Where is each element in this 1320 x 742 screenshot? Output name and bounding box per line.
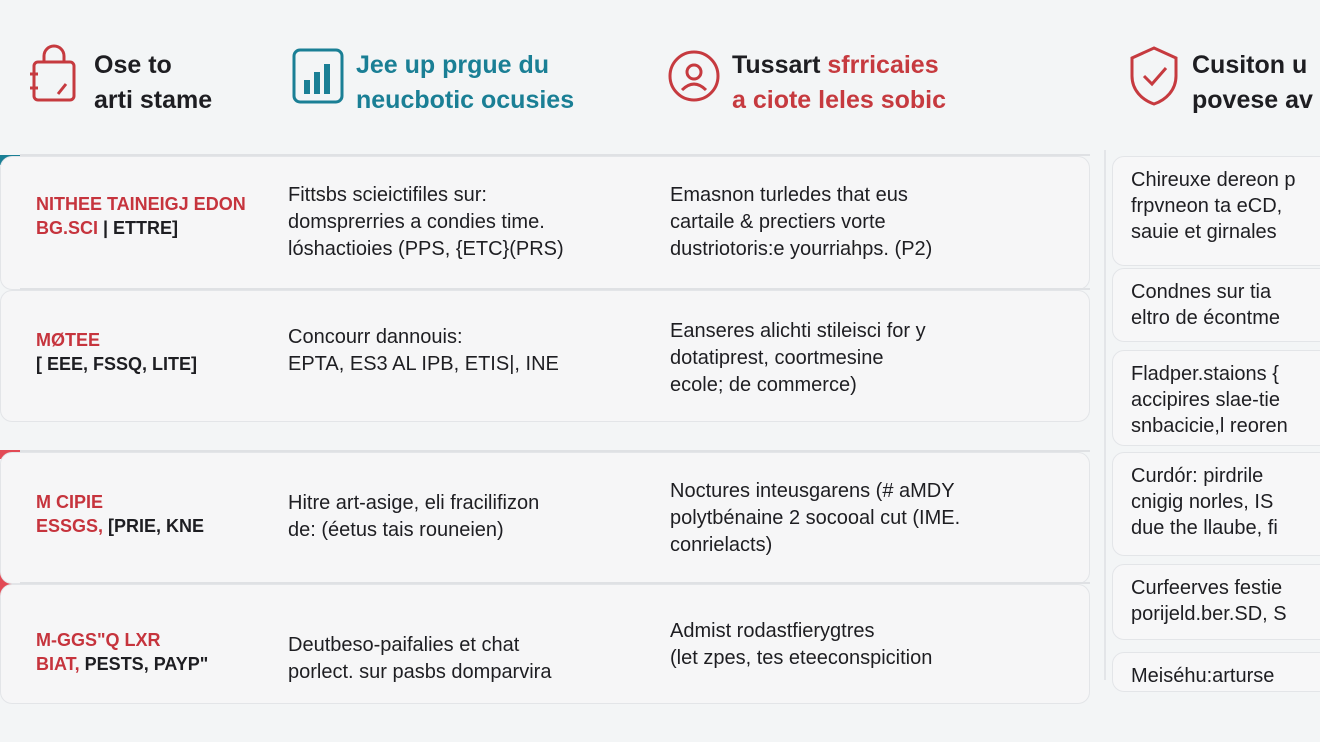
row-3-label: M CIPIE ESSGS, [PRIE, KNE [36, 492, 205, 536]
header-1-title: Ose to arti stame [94, 51, 213, 114]
right-panel-3: Fladper.staions { accipires slae-tie snbacicie,l reoren [1112, 350, 1320, 446]
row-3-col-3: Noctures inteusgarens (# aMDY polytbénaine 2 socooal cut (IME. conrielacts) [670, 480, 961, 556]
column-header-1 [28, 44, 212, 124]
row-2-col-3: Eanseres alichti stileisci for y dotatiprest, coortmesine ecole; de commerce) [670, 320, 926, 396]
row-2-label: MØTEE [ EEE, FSSQ, LITE] [36, 330, 198, 374]
right-panel-1: Chireuxe dereon p frpvneon ta eCD, sauie et girnales [1112, 156, 1320, 266]
row-4-col-2: Deutbeso-paifalies et chat porlect. sur pasbs domparvira [288, 634, 552, 683]
shield-check-icon [1126, 44, 1182, 108]
right-panel-6: Meiséhu:arturse [1112, 652, 1320, 692]
shopping-bag-icon [28, 44, 84, 108]
row-2-col-2: Concourr dannouis: EPTA, ES3 AL IPB, ETIS|, INE [288, 326, 559, 375]
column-header-3 [666, 44, 946, 124]
row-1-label: NITHEE TAINEIGJ EDON BG.SCI | ETTRE] [36, 194, 246, 238]
right-panel-2: Condnes sur tia eltro de écontme [1112, 268, 1320, 342]
row-1-col-3: Emasnon turledes that eus cartaile & prectiers vorte dustriotoris:e yourriahps. (P2) [670, 184, 933, 260]
column-divider [1104, 150, 1106, 680]
right-panel-5: Curfeerves festie porijeld.ber.SD, S [1112, 564, 1320, 640]
column-header-2 [290, 44, 574, 124]
row-divider [20, 582, 1090, 584]
column-header-4 [1126, 44, 1313, 124]
row-divider [20, 154, 1090, 156]
header-2-title: Jee up prgue du neucbotic ocusies [356, 51, 575, 114]
user-pin-icon [666, 44, 722, 108]
header-4-title: Cusiton u povese av [1192, 51, 1313, 114]
row-4-label: M-GGS"Q LXR BIAT, PESTS, PAYP" [36, 630, 209, 674]
row-divider [20, 288, 1090, 290]
header-3-title: Tussart sfrricaies a ciote leles sobic [732, 51, 946, 114]
row-4-col-3: Admist rodastfierygtres (let zpes, tes eteeconspicition [670, 620, 933, 669]
bar-chart-icon [290, 44, 346, 108]
row-1-col-2: Fittsbs scieictifiles sur: domsprerries a condies time. lóshactioies (PPS, {ETC}(PRS) [288, 184, 564, 260]
right-panel-4: Curdór: pirdrile cnigig norles, IS due the llaube, fi [1112, 452, 1320, 556]
row-3-col-2: Hitre art-asige, eli fracilifizon de: (éetus tais rouneien) [288, 492, 540, 541]
row-divider [20, 450, 1090, 452]
